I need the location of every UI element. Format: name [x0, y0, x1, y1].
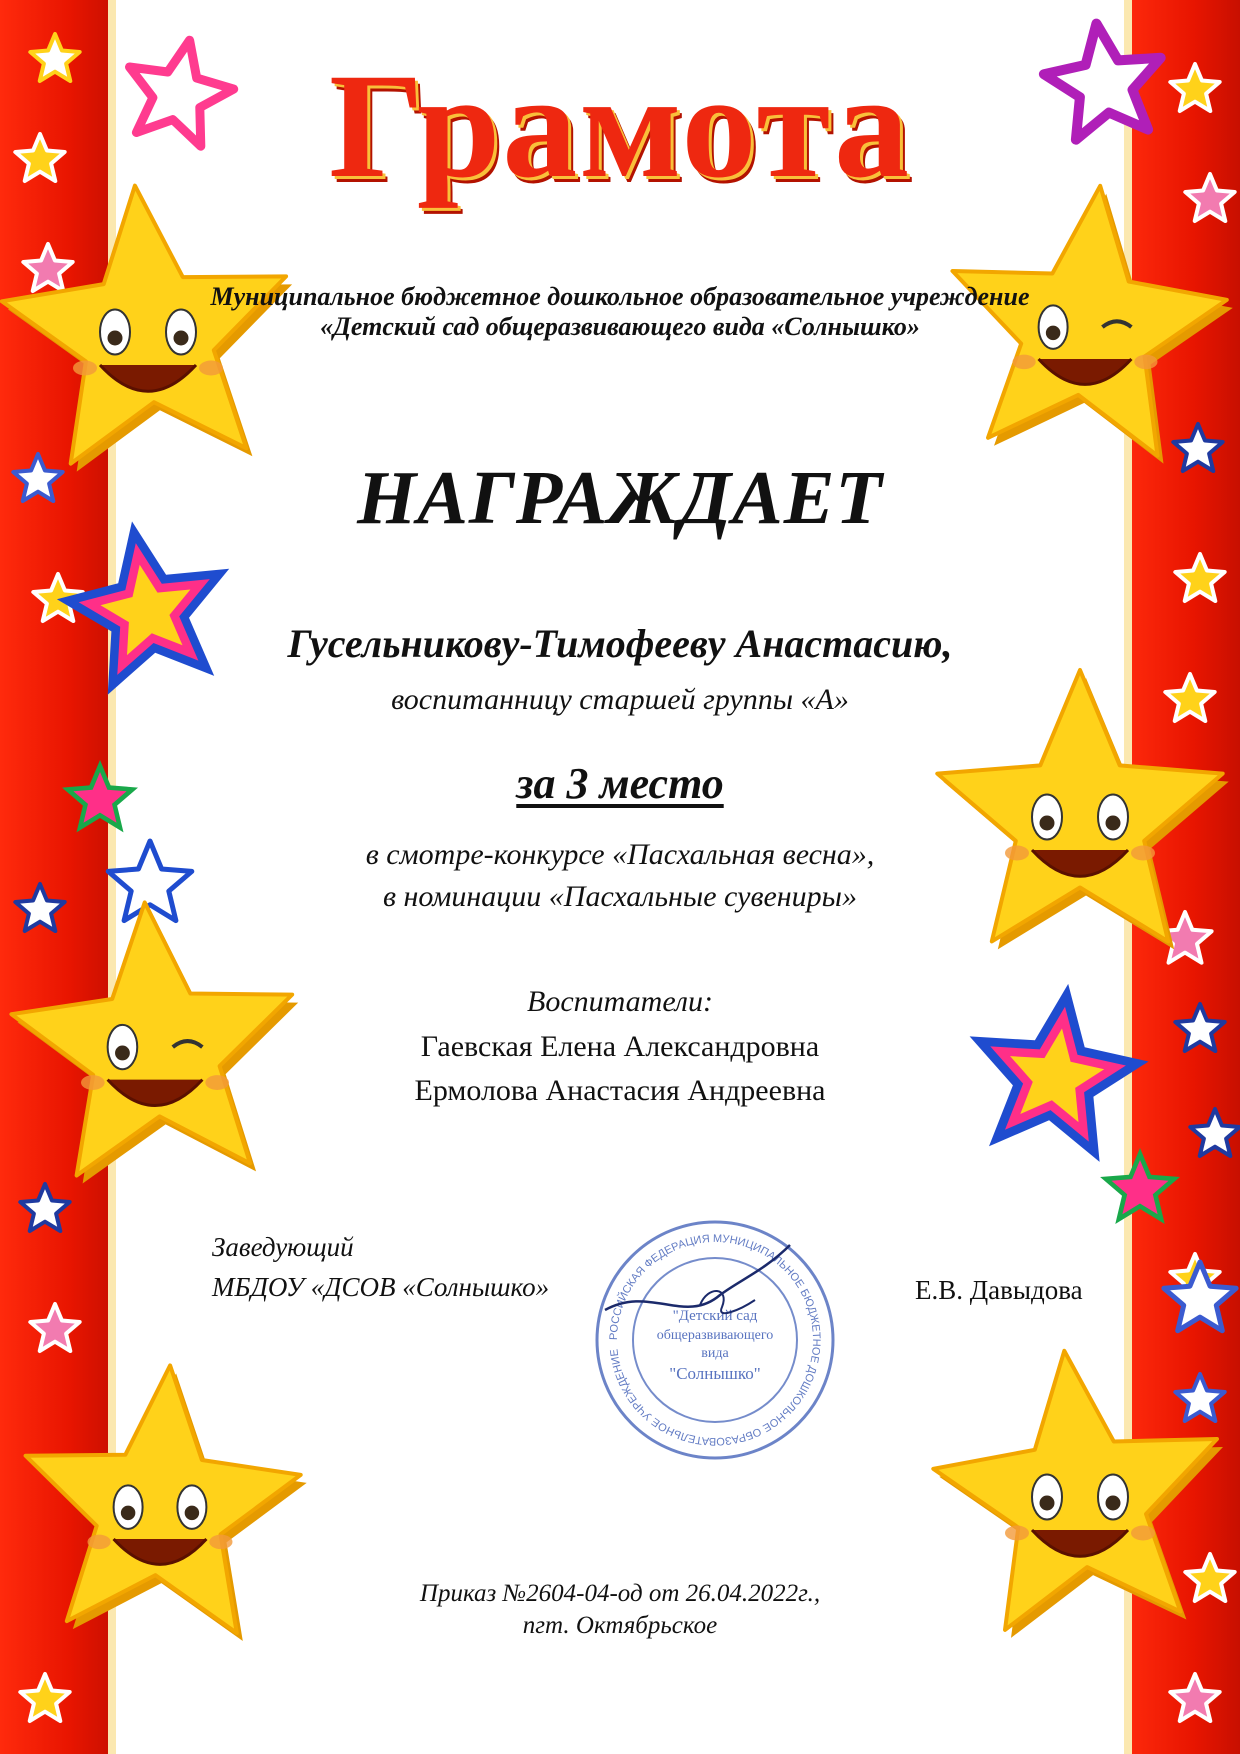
- head-title: Заведующий: [212, 1232, 354, 1262]
- star-pupil-icon: [1040, 816, 1055, 831]
- seal-center-text: вида: [701, 1346, 729, 1361]
- star-cheek-icon: [73, 361, 97, 376]
- recipient-name: Гусельникову-Тимофееву Анастасию,: [287, 621, 953, 666]
- small-star-icon: [20, 1674, 69, 1721]
- award-place: за 3 место: [516, 759, 724, 808]
- awards-heading: НАГРАЖДАЕТ: [357, 456, 883, 540]
- head-name: Е.В. Давыдова: [915, 1275, 1083, 1305]
- teachers-label: Воспитатели:: [527, 985, 713, 1018]
- small-star-icon: [20, 1184, 69, 1231]
- small-star-icon: [30, 1304, 79, 1351]
- small-star-icon: [1190, 1109, 1239, 1156]
- star-pupil-icon: [121, 1506, 136, 1521]
- town-name: пгт. Октябрьское: [522, 1612, 718, 1639]
- organization-line-2: «Детский сад общеразвивающего вида «Солнышко»: [320, 312, 920, 341]
- organization-line-1: Муниципальное бюджетное дошкольное образовательное учреждение: [210, 282, 1030, 311]
- star-pupil-icon: [1040, 1496, 1055, 1511]
- star-cheek-icon: [1131, 1526, 1155, 1541]
- star-cheek-icon: [1013, 355, 1036, 370]
- small-star-icon: [1175, 554, 1224, 601]
- teacher-name: Ермолова Анастасия Андреевна: [414, 1074, 826, 1107]
- star-cheek-icon: [1134, 355, 1157, 370]
- order-reference: Приказ №2604-04-од от 26.04.2022г.,: [419, 1580, 821, 1607]
- seal-ring-text: РОССИЙСКАЯ ФЕДЕРАЦИЯ МУНИЦИПАЛЬНОЕ БЮДЖЕТНОЕ ДОШКОЛЬНОЕ ОБРАЗОВАТЕЛЬНОЕ УЧРЕЖДЕНИЕ: [607, 1232, 823, 1448]
- contest-name: в смотре-конкурсе «Пасхальная весна»,: [365, 838, 875, 871]
- head-organization: МБДОУ «ДСОВ «Солнышко»: [212, 1272, 550, 1302]
- star-pupil-icon: [185, 1506, 200, 1521]
- star-pupil-icon: [1106, 816, 1121, 831]
- teacher-name: Гаевская Елена Александровна: [420, 1030, 820, 1063]
- nomination-name: в номинации «Пасхальные сувениры»: [382, 880, 857, 913]
- small-star-icon: [1170, 1674, 1219, 1721]
- seal-center-text: "Детский сад: [672, 1308, 758, 1324]
- official-seal: [590, 1215, 840, 1465]
- recipient-role: воспитанницу старшей группы «А»: [391, 683, 849, 716]
- star-cheek-icon: [88, 1535, 111, 1550]
- seal-center-text: общеразвивающего: [656, 1328, 774, 1343]
- star-pupil-icon: [1106, 1496, 1121, 1511]
- star-cheek-icon: [1005, 1526, 1029, 1541]
- seal-center-text: "Солнышко": [669, 1364, 761, 1383]
- certificate-title: Грамота: [328, 43, 912, 209]
- small-star-icon: [1175, 1374, 1224, 1421]
- star-cheek-icon: [199, 361, 223, 376]
- star-cheek-icon: [209, 1535, 232, 1550]
